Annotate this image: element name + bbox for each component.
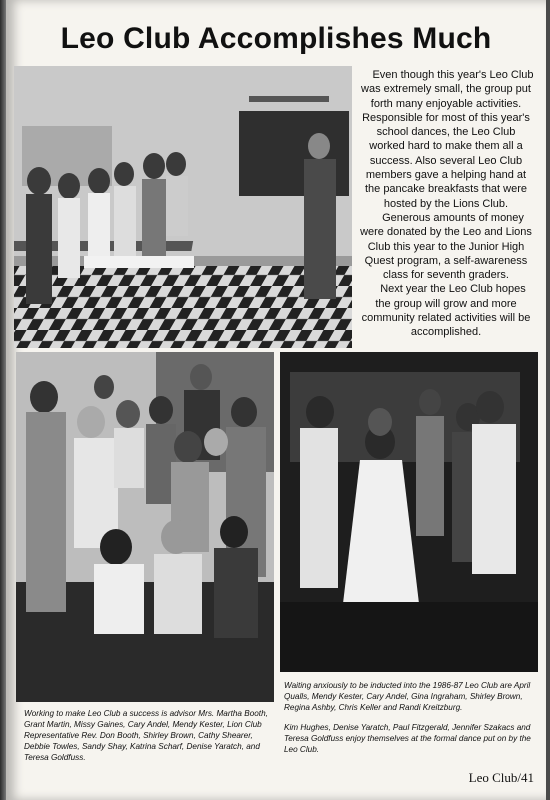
- article-paragraph: Generous amounts of money were donated by the Leo and Lions Club this year to the Junior High Quest program, a self-awareness class for seventh graders.: [360, 211, 532, 282]
- photo-induction: [14, 66, 352, 348]
- article-body: [358, 68, 534, 340]
- yearbook-page: [6, 0, 546, 800]
- photo-group-portrait: [16, 352, 274, 702]
- article-paragraph: Even though this year's Leo Club was extremely small, the group put forth many enjoyable activities. Responsible for most of this year's school dances, the Leo Club worked hard to make them all a success. Also several Leo Club members gave a helping hand at the pancake breakfasts that were hosted by the Lions Club.: [361, 69, 534, 210]
- caption-formal-dance: Kim Hughes, Denise Yaratch, Paul Fitzgerald, Jennifer Szakacs and Teresa Goldfuss enjoy themselves at the formal dance put on by the Leo Club.: [284, 723, 531, 754]
- page-title: Leo Club Accomplishes Much: [60, 22, 492, 55]
- article-paragraph: Next year the Leo Club hopes the group will grow and more community related activities will be accomplished.: [361, 283, 531, 339]
- photo-formal-dance: [280, 352, 538, 672]
- page-folio: Leo Club/41: [468, 770, 534, 785]
- caption-group-portrait: Working to make Leo Club a success is advisor Mrs. Martha Booth, Grant Martin, Missy Gaines, Cary Andel, Mendy Kester, Lion Club Representative Rev. Don Booth, Shirley Brown, Cathy Shearer, Debbie Towles, Sandy Shay, Katrina Scharf, Denise Yaratch, and Teresa Goldfuss.: [24, 709, 268, 762]
- caption-induction: Waiting anxiously to be inducted into the 1986-87 Leo Club are April Qualls, Mendy Kester, Cary Andel, Gina Ingraham, Shirley Brown, Regina Ashby, Chris Keller and Randi Kreitzburg.: [284, 681, 531, 712]
